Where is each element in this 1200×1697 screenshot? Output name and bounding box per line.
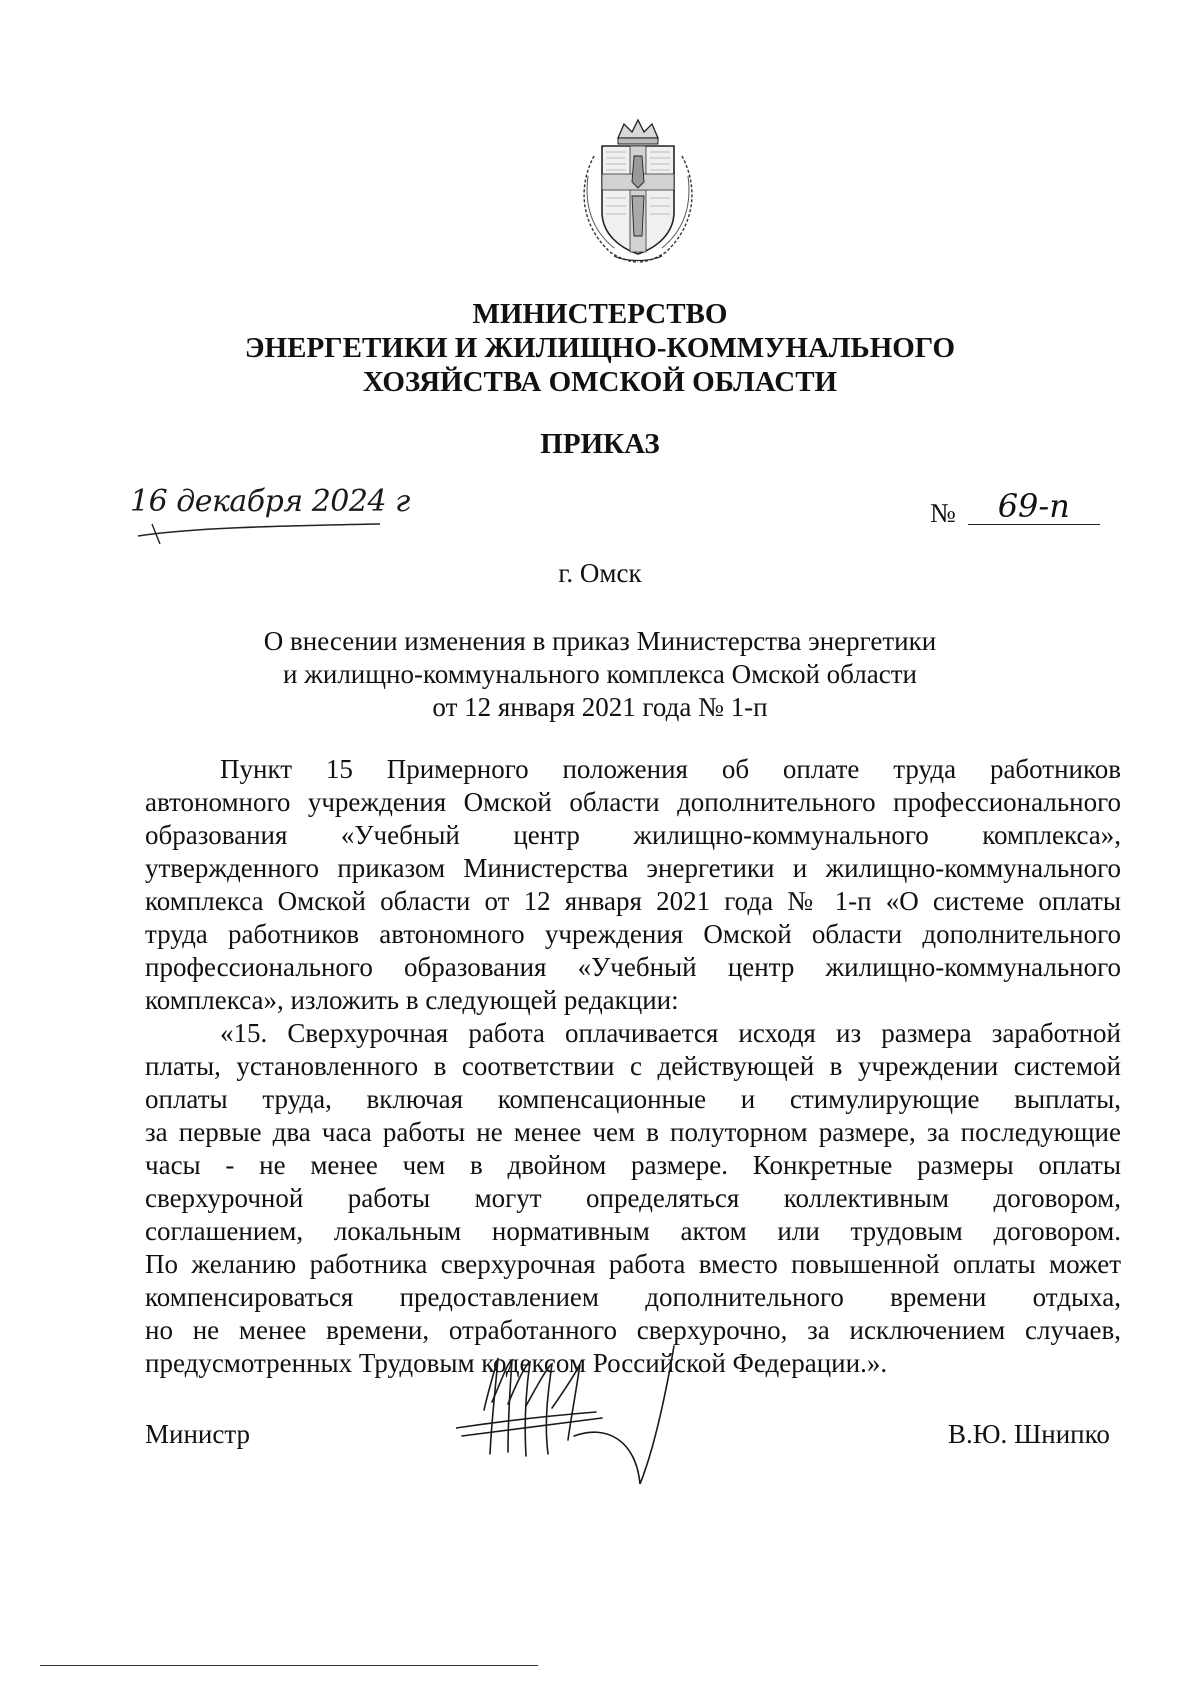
signatory-position: Министр: [145, 1419, 250, 1449]
body-line: оплаты труда, включая компенсационные и стимулирующие выплаты,: [145, 1084, 1121, 1114]
body-line: утвержденного приказом Министерства энергетики и жилищно-коммунального: [145, 853, 1121, 883]
body-line: соглашением, локальным нормативным актом или трудовым договором.: [145, 1216, 1121, 1246]
body-line: автономного учреждения Омской области дополнительного профессионального: [145, 787, 1121, 817]
coat-of-arms-emblem: [574, 116, 702, 266]
body-line: образования «Учебный центр жилищно-коммунального комплекса»,: [145, 820, 1121, 850]
org-name-line-2: ЭНЕРГЕТИКИ И ЖИЛИЩНО-КОММУНАЛЬНОГО: [244, 332, 956, 364]
body-line: сверхурочной работы могут определяться коллективным договором,: [145, 1183, 1121, 1213]
date-underline-stroke: [130, 518, 440, 548]
city: г. Омск: [558, 558, 642, 588]
body-line: за первые два часа работы не менее чем в полуторном размере, за последующие: [145, 1117, 1121, 1147]
handwritten-date: [130, 484, 440, 544]
subject-line: и жилищно-коммунального комплекса Омской области: [283, 659, 917, 689]
handwritten-signature: [456, 1344, 726, 1484]
org-name-line-1: МИНИСТЕРСТВО: [472, 298, 728, 330]
document-number: [930, 488, 1130, 538]
body-line: платы, установленного в соответствии с действующей в учреждении системой: [145, 1051, 1121, 1081]
signatory-name: В.Ю. Шнипко: [948, 1419, 1110, 1449]
document-type: ПРИКАЗ: [540, 428, 660, 460]
body-line: комплекса Омской области от 12 января 2021 года № 1-п «О системе оплаты: [145, 886, 1121, 916]
body-line: предусмотренных Трудовым кодексом Российской Федерации.».: [145, 1348, 888, 1378]
body-line: профессионального образования «Учебный центр жилищно-коммунального: [145, 952, 1121, 982]
body-line: труда работников автономного учреждения Омской области дополнительного: [145, 919, 1121, 949]
footer-divider: [40, 1665, 538, 1666]
body-line: «15. Сверхурочная работа оплачивается исходя из размера заработной: [220, 1018, 1121, 1048]
body-line: По желанию работника сверхурочная работа вместо повышенной оплаты может: [145, 1249, 1121, 1279]
body-line: комплекса», изложить в следующей редакции:: [145, 985, 679, 1015]
body-line: Пункт 15 Примерного положения об оплате труда работников: [220, 754, 1121, 784]
document-subject: [150, 625, 1050, 724]
subject-line: от 12 января 2021 года № 1-п: [432, 692, 768, 722]
body-line: часы - не менее чем в двойном размере. Конкретные размеры оплаты: [145, 1150, 1121, 1180]
org-name-line-3: ХОЗЯЙСТВА ОМСКОЙ ОБЛАСТИ: [362, 366, 838, 398]
body-line: но не менее времени, отработанного сверхурочно, за исключением случаев,: [145, 1315, 1121, 1345]
number-value: 69-п: [968, 488, 1100, 525]
document-body: [145, 753, 1121, 1380]
number-sign: №: [930, 497, 956, 528]
date-value: 16 декабря 2024 г: [130, 484, 410, 519]
subject-line: О внесении изменения в приказ Министерства энергетики: [263, 626, 937, 656]
organization-header: [150, 297, 1050, 399]
body-line: компенсироваться предоставлением дополнительного времени отдыха,: [145, 1282, 1121, 1312]
